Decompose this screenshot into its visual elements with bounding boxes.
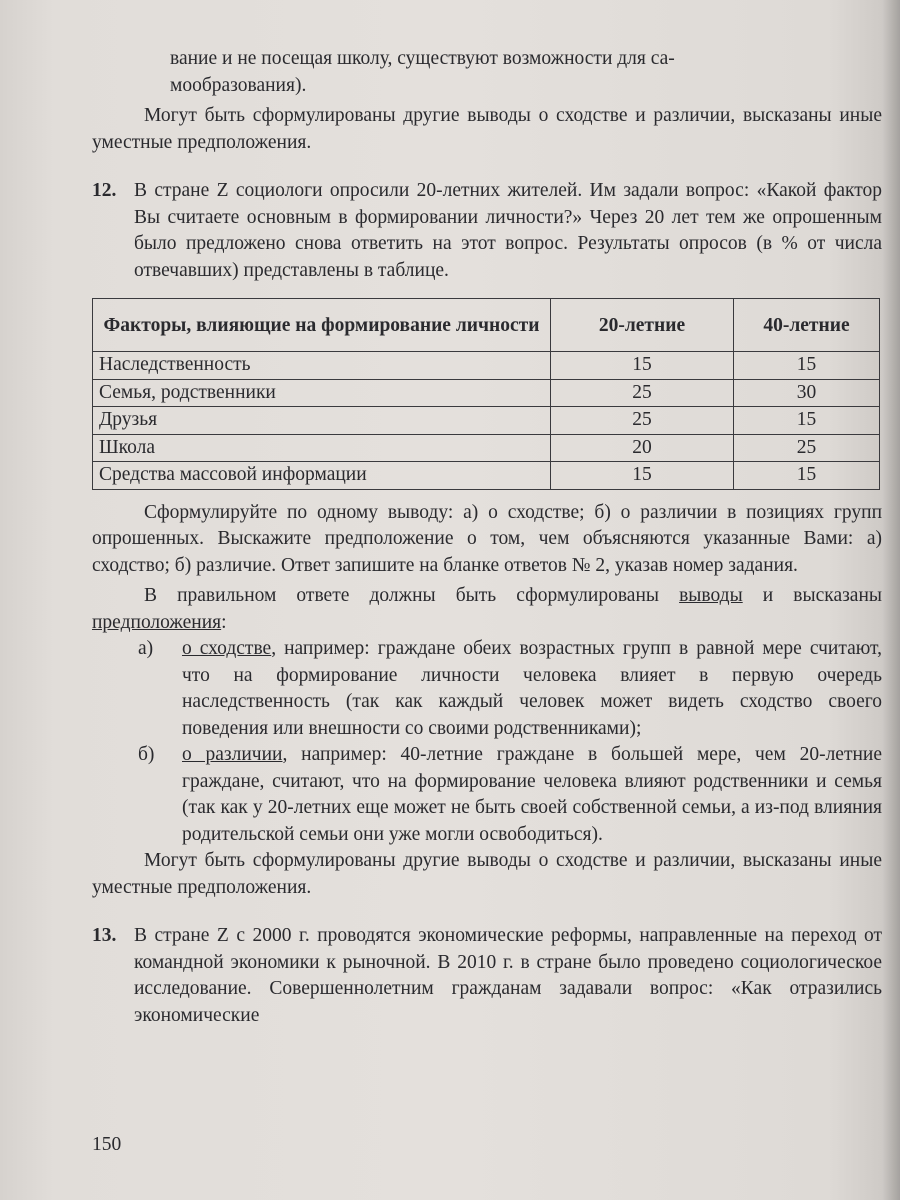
table-header-factors: Факторы, влияющие на формирование личности <box>93 299 551 352</box>
table-cell-factor: Семья, родственники <box>93 379 551 407</box>
answer-intro-part: : <box>221 611 227 633</box>
question-12-closing: Могут быть сформулированы другие выводы о сходстве и различии, высказаны иные уместные предположения. <box>92 850 882 898</box>
answer-intro-underlined: предположения <box>92 611 222 633</box>
answer-item-b <box>92 742 882 848</box>
answer-item-text: , например: граждане обеих возрастных групп в равной мере считают, что на формирование личности человека влияет в первую очередь наследственность (так как каждый человек может видеть сходство своего поведения или внешности со своими родственниками); <box>182 638 882 739</box>
table-cell-factor: Друзья <box>93 407 551 435</box>
question-13-number: 13. <box>92 925 117 946</box>
page-number: 150 <box>92 1134 122 1155</box>
answer-intro-part: и высказаны <box>742 585 882 606</box>
answer-item-marker: а) <box>138 638 154 659</box>
question-13-text: В стране Z с 2000 г. проводятся экономические реформы, направленные на переход от командной экономики к рыночной. В 2010 г. в стране было проведено социологическое исследование. Совершеннолетним гражданам задавали вопрос: «Как отразились экономические <box>134 925 882 1026</box>
table-header-20: 20-летние <box>551 299 734 352</box>
question-12 <box>92 178 882 284</box>
table-cell-factor: Средства массовой информации <box>93 462 551 490</box>
table-cell-40: 15 <box>734 407 880 435</box>
answer-intro-underlined: выводы <box>679 585 743 606</box>
question-13 <box>92 923 882 1029</box>
table-row <box>93 352 880 380</box>
answer-item-marker: б) <box>138 744 155 765</box>
table-cell-40: 15 <box>734 462 880 490</box>
table-header-40: 40-летние <box>734 299 880 352</box>
answer-intro-part: В правильном ответе должны быть сформулированы <box>144 585 680 606</box>
table-cell-20: 15 <box>551 462 734 490</box>
question-12-task: Сформулируйте по одному выводу: а) о сходстве; б) о различии в позициях групп опрошенных. Выскажите предположение о том, чем объясняются указанные Вами: а) сходство; б) различие. Ответ запишите на бланке ответов № 2, указав номер задания. <box>92 501 882 576</box>
table-cell-40: 15 <box>734 352 880 380</box>
top-line-1: вание и не посещая школу, существуют возможности для са- <box>170 48 675 69</box>
table-row <box>93 434 880 462</box>
table-cell-20: 25 <box>551 379 734 407</box>
answer-item-head: о различии <box>182 744 283 765</box>
table-row <box>93 379 880 407</box>
table-row <box>93 407 880 435</box>
question-12-text: В стране Z социологи опросили 20-летних жителей. Им задали вопрос: «Какой фактор Вы считаете основным в формировании личности?» Через 20 лет тем же опрошенным было предложено снова ответить на этот вопрос. Результаты опросов (в % от числа отвечавших) представлены в таблице. <box>134 180 882 281</box>
page-edge-shadow <box>882 0 900 1200</box>
survey-table <box>92 298 880 490</box>
table-cell-factor: Школа <box>93 434 551 462</box>
table-cell-20: 15 <box>551 352 734 380</box>
table-header-row <box>93 299 880 352</box>
question-12-number: 12. <box>92 180 117 201</box>
table-cell-20: 20 <box>551 434 734 462</box>
table-cell-40: 25 <box>734 434 880 462</box>
top-closing: Могут быть сформулированы другие выводы о сходстве и различии, высказаны иные уместные предположения. <box>92 105 882 153</box>
table-row <box>93 462 880 490</box>
table-cell-20: 25 <box>551 407 734 435</box>
answer-item-a <box>92 636 882 742</box>
page-content <box>92 46 882 1029</box>
top-line-2: мообразования). <box>170 74 307 96</box>
table-cell-40: 30 <box>734 379 880 407</box>
answer-item-head: о сходстве <box>182 638 272 659</box>
table-cell-factor: Наследственность <box>93 352 551 380</box>
answer-item-text: , например: 40-летние граждане в большей мере, чем 20-летние граждане, считают, что на формирование человека влияют родственники и семья (так как у 20-летних еще может не быть своей собственной семьи, а из-под влияния родительской семьи они уже могли освободиться). <box>182 744 882 845</box>
answer-intro <box>92 583 882 636</box>
